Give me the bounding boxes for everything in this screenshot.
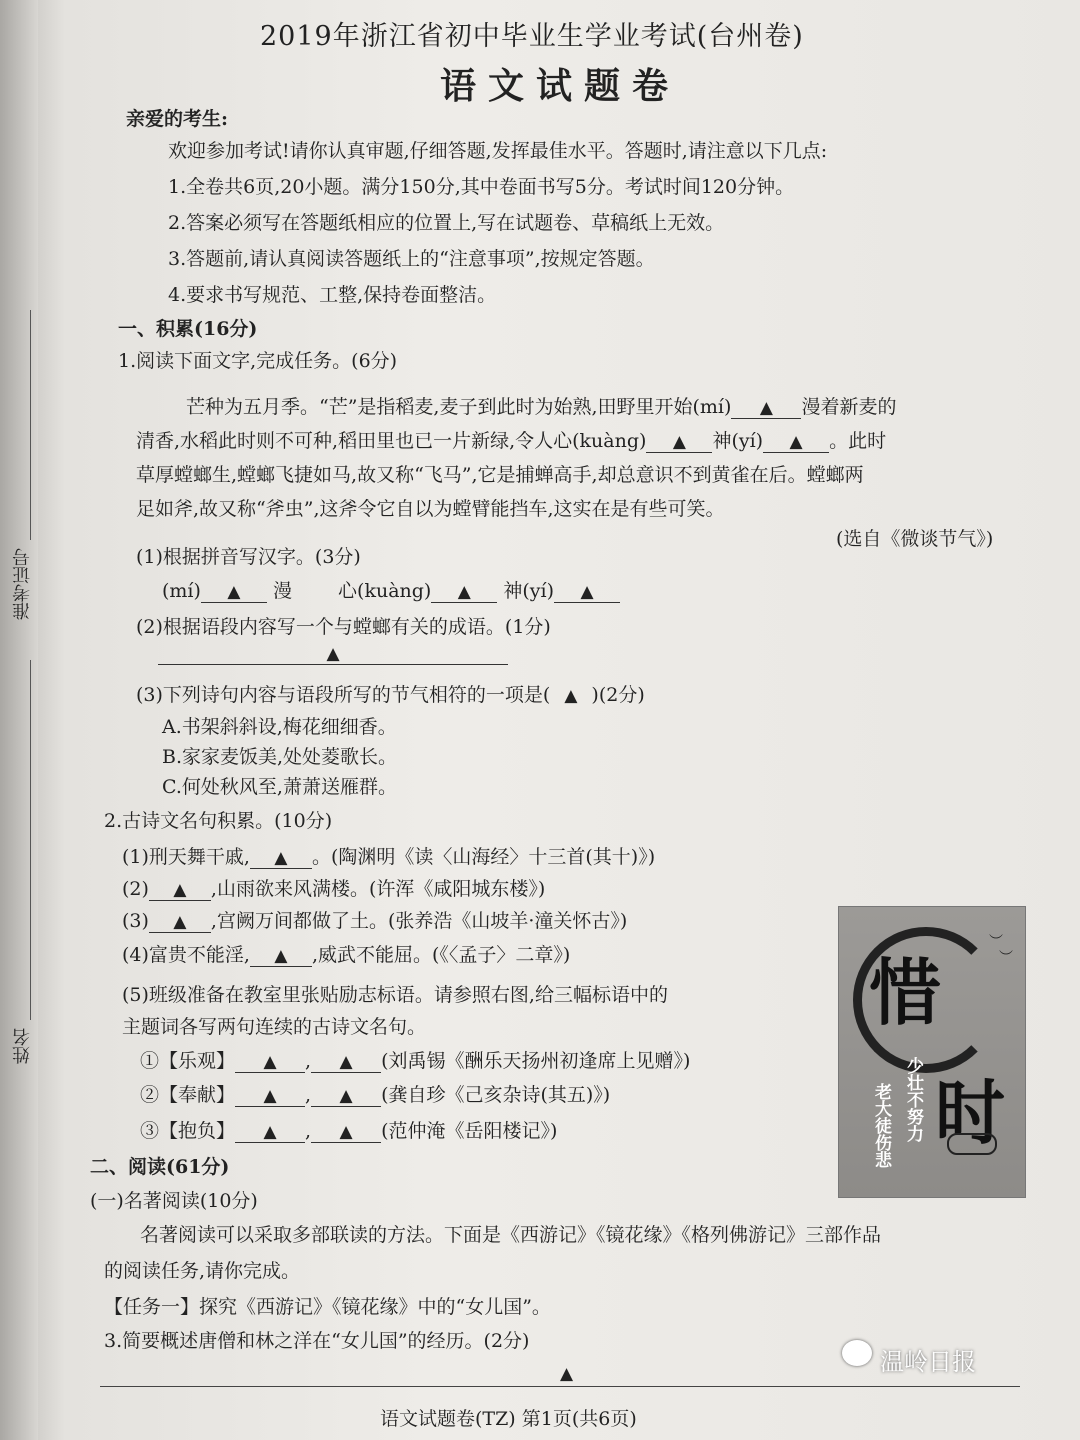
exam-subtitle: 语文试题卷 xyxy=(440,65,681,107)
section2-part1: (一)名著阅读(10分) xyxy=(90,1190,258,1212)
rule-1: 1.全卷共6页,20小题。满分150分,其中卷面书写5分。考试时间120分钟。 xyxy=(168,176,795,198)
option-a: A.书架斜斜设,梅花细细香。 xyxy=(162,716,397,738)
poster-char-top: 惜 xyxy=(869,950,942,1035)
q2-line2: (2) ▲ ,山雨欲来风满楼。(许浑《咸阳城东楼》) xyxy=(122,878,546,900)
bird-icon: ︶ xyxy=(999,950,1013,966)
option-c: C.何处秋风至,萧萧送雁群。 xyxy=(162,776,397,798)
q1-passage-line3: 草厚螳螂生,螳螂飞捷如马,故又称“飞马”,它是捕蝉高手,却总意识不到黄雀在后。螳螂两 xyxy=(136,464,864,486)
name-label: 姓名 xyxy=(12,1028,33,1064)
answer-rule xyxy=(100,1386,1020,1387)
bird-icon: ︶ xyxy=(989,934,1003,950)
cloud-icon xyxy=(947,1133,997,1155)
blank-kuang[interactable]: ▲ xyxy=(646,430,712,453)
option-b: B.家家麦饭美,处处菱歌长。 xyxy=(162,746,398,768)
answer-yi[interactable]: ▲ xyxy=(554,580,620,603)
name-line xyxy=(30,660,31,1020)
q1-source: (选自《微谈节气》) xyxy=(836,528,994,550)
section2-intro-b: 的阅读任务,请你完成。 xyxy=(104,1260,301,1282)
answer-idiom[interactable]: ▲ xyxy=(158,642,508,665)
page-spine xyxy=(0,0,38,1440)
poster-char-bottom: 时 xyxy=(935,1071,1005,1154)
q2-item-ambition: ③【抱负】 ▲ , ▲ (范仲淹《岳阳楼记》) xyxy=(140,1120,558,1142)
q1-passage-line1: 芒种为五月季。“芒”是指稻麦,麦子到此时为始熟,田野里开始(mí) ▲ 漫着新麦的 xyxy=(186,396,897,418)
section2-heading: 二、阅读(61分) xyxy=(90,1156,230,1178)
answer-2-4[interactable]: ▲ xyxy=(250,944,312,967)
answer-mi[interactable]: ▲ xyxy=(201,580,267,603)
answer-optimism-1[interactable]: ▲ xyxy=(235,1050,305,1073)
greeting: 亲爱的考生: xyxy=(126,108,229,130)
answer-ambition-1[interactable]: ▲ xyxy=(235,1120,305,1143)
q2-line3: (3) ▲ ,宫阙万间都做了土。(张养浩《山坡羊·潼关怀古》) xyxy=(122,910,628,932)
blank-yi[interactable]: ▲ xyxy=(763,430,829,453)
blank-mi[interactable]: ▲ xyxy=(731,396,801,419)
exam-id-line xyxy=(30,310,31,540)
wechat-icon xyxy=(842,1340,872,1366)
q1-sub2-blank xyxy=(158,642,508,665)
q3-prompt: 3.简要概述唐僧和林之洋在“女儿国”的经历。(2分) xyxy=(104,1330,530,1352)
answer-2-2[interactable]: ▲ xyxy=(149,878,211,901)
section2-intro-a: 名著阅读可以采取多部联读的方法。下面是《西游记》《镜花缘》《格列佛游记》三部作品 xyxy=(140,1224,882,1246)
motto-poster xyxy=(838,906,1026,1198)
q2-prompt: 2.古诗文名句积累。(10分) xyxy=(104,810,333,832)
welcome-text: 欢迎参加考试!请你认真审题,仔细答题,发挥最佳水平。答题时,请注意以下几点: xyxy=(168,140,828,162)
q1-sub3: (3)下列诗句内容与语段所写的节气相符的一项是( ▲ )(2分) xyxy=(136,684,645,706)
q2-line4: (4)富贵不能淫, ▲ ,威武不能屈。(《〈孟子〉二章》) xyxy=(122,944,571,966)
answer-dedication-2[interactable]: ▲ xyxy=(311,1084,381,1107)
answer-2-3[interactable]: ▲ xyxy=(149,910,211,933)
rule-3: 3.答题前,请认真阅读答题纸上的“注意事项”,按规定答题。 xyxy=(168,248,655,270)
q2-line5a: (5)班级准备在教室里张贴励志标语。请参照右图,给三幅标语中的 xyxy=(122,984,668,1006)
q1-passage-line4: 足如斧,故又称“斧虫”,这斧令它自以为螳臂能挡车,这实在是有些可笑。 xyxy=(136,498,725,520)
q1-passage-line2: 清香,水稻此时则不可种,稻田里也已一片新绿,令人心(kuàng) ▲ 神(yí) ▲ 。此时 xyxy=(136,430,887,452)
answer-dedication-1[interactable]: ▲ xyxy=(235,1084,305,1107)
answer-choice[interactable]: ▲ xyxy=(564,686,578,706)
q2-item-dedication: ②【奉献】 ▲ , ▲ (龚自珍《己亥杂诗(其五)》) xyxy=(140,1084,611,1106)
q2-item-optimism: ①【乐观】 ▲ , ▲ (刘禹锡《酬乐天扬州初逢席上见赠》) xyxy=(140,1050,691,1072)
poster-line-1: 少壮不努力 xyxy=(903,1057,923,1142)
q1-sub2: (2)根据语段内容写一个与螳螂有关的成语。(1分) xyxy=(136,616,551,638)
rule-2: 2.答案必须写在答题纸相应的位置上,写在试题卷、草稿纸上无效。 xyxy=(168,212,725,234)
answer-2-1[interactable]: ▲ xyxy=(250,846,312,869)
page-footer: 语文试题卷(TZ) 第1页(共6页) xyxy=(380,1408,637,1430)
q1-sub1-blanks: (mí) ▲ 漫 心(kuàng) ▲ 神(yí) ▲ xyxy=(162,576,620,603)
q1-sub1: (1)根据拼音写汉字。(3分) xyxy=(136,546,361,568)
answer-kuang[interactable]: ▲ xyxy=(431,580,497,603)
task1: 【任务一】探究《西游记》《镜花缘》中的“女儿国”。 xyxy=(104,1296,551,1318)
exam-id-label: 准考证号 xyxy=(12,548,33,620)
q2-line1: (1)刑天舞干戚, ▲ 。(陶渊明《读〈山海经〉十三首(其十)》) xyxy=(122,846,656,868)
poster-line-2: 老大徒伤悲 xyxy=(871,1083,891,1168)
rule-4: 4.要求书写规范、工整,保持卷面整洁。 xyxy=(168,284,497,306)
watermark-text: 温岭日报 xyxy=(880,1348,976,1376)
q1-prompt: 1.阅读下面文字,完成任务。(6分) xyxy=(118,350,398,372)
q2-line5b: 主题词各写两句连续的古诗文名句。 xyxy=(122,1016,427,1038)
section1-heading: 一、积累(16分) xyxy=(118,318,258,340)
answer-optimism-2[interactable]: ▲ xyxy=(311,1050,381,1073)
q3-answer-mark[interactable]: ▲ xyxy=(560,1364,574,1384)
exam-title: 2019年浙江省初中毕业生学业考试(台州卷) xyxy=(260,21,804,52)
answer-ambition-2[interactable]: ▲ xyxy=(311,1120,381,1143)
